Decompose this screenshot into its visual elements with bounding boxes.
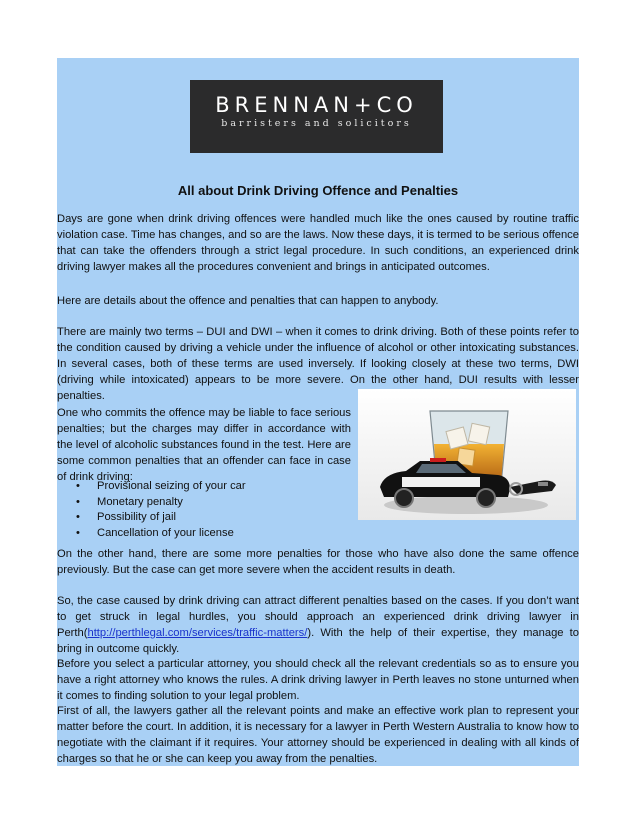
paragraph-dui-dwi: There are mainly two terms – DUI and DWI – when it comes to drink driving. Both of these points refer to the condition caused by driving a vehicle under the influence of alcohol or other intoxicating substances. In several cases, both of these terms are used inversely. If looking closely at these two terms, DWI (driving while intoxicated) appears to be more severe. On the other hand, DUI results with lesser penalties. (57, 326, 579, 402)
list-item (57, 526, 357, 542)
penalties-list (57, 479, 357, 542)
bullet-icon: • (76, 527, 80, 540)
paragraph-work-plan: First of all, the lawyers gather all the relevant points and make an effective work plan to represent your matter before the court. In addition, it is necessary for a lawyer in Perth Western Australia to know how to negotiate with the claimant if it requires. Your attorney should be experienced in dealing with all kinds of charges so that he or she can keep you away from the penalties. (57, 705, 579, 765)
bullet-icon: • (76, 511, 80, 524)
list-item (57, 495, 357, 511)
penalty-text: Provisional seizing of your car (97, 480, 246, 492)
paragraph-select-attorney: Before you select a particular attorney, you should check all the relevant credentials so as to ensure you have a right attorney who knows the rules. A drink driving lawyer in Perth leaves no stone unturned when it comes to finding solution to your legal problem. (57, 658, 579, 702)
text-before-link: So, the case caused by drink driving can attract different penalties based on the cases. If you don’t want to get struck in legal hurdles, you should approach an experienced drink driving lawyer in Perth( (57, 595, 579, 639)
paragraph-penalties-intro: One who commits the offence may be liable to face serious penalties; but the charges may differ in accordance with the level of alcoholic substances found in the test. Here are some common penalties that an offender can face in case of drink driving: (57, 407, 351, 483)
list-item (57, 479, 357, 495)
penalty-text: Possibility of jail (97, 511, 176, 524)
paragraph-perth-lawyer (57, 593, 579, 657)
page-title: All about Drink Driving Offence and Penalties (177, 183, 459, 198)
list-item (57, 510, 357, 526)
paragraph-intro: Days are gone when drink driving offences were handled much like the ones caused by routine traffic violation case. Time has changes, and so are the laws. Now these days, it is termed to be serious offence that can take the offenders through a strict legal procedure. In such conditions, an experienced drink driving lawyer makes all the procedures convenient and brings in anticipated outcomes. (57, 213, 579, 273)
text-after-link: ). With the help of their expertise, they manage to bring in outcome quickly. (57, 627, 579, 655)
traffic-matters-link[interactable]: http://perthlegal.com/services/traffic-matters/ (87, 627, 308, 639)
penalty-text: Monetary penalty (97, 495, 183, 508)
logo-tagline: barristers and solicitors (221, 118, 412, 129)
paragraph-repeat-offence: On the other hand, there are some more penalties for those who have also done the same offence previously. But the case can get more severe when the accident results in death. (57, 548, 579, 576)
whiskey-police-car-illustration (358, 389, 576, 520)
bullet-icon: • (76, 480, 80, 492)
logo-name: BRENNAN+CO (215, 93, 418, 117)
bullet-icon: • (76, 495, 80, 508)
paragraph-details: Here are details about the offence and penalties that can happen to anybody. (57, 295, 439, 307)
whiskey-police-car-image (358, 389, 576, 520)
brennan-co-logo (190, 80, 443, 153)
penalty-text: Cancellation of your license (97, 527, 234, 540)
